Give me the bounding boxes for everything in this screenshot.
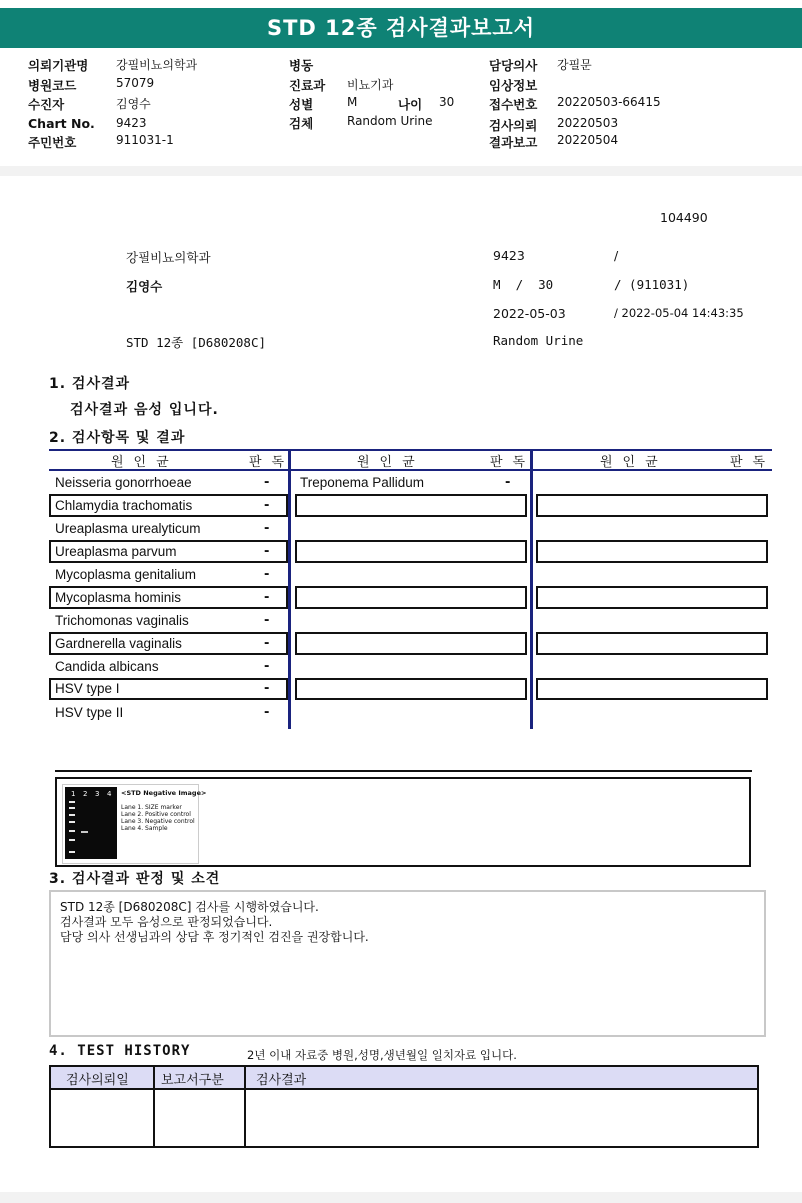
test-name: STD 12종 [D680208C] xyxy=(126,335,267,350)
organism-result: - xyxy=(264,705,270,720)
lane-number: 4 xyxy=(107,790,112,798)
info-value: 강필문 xyxy=(557,58,592,72)
info-label: 임상정보 xyxy=(489,78,538,93)
info-value: 김영수 xyxy=(116,97,151,111)
sex-age: M / 30 xyxy=(493,277,554,292)
section2-title: 2. 검사항목 및 결과 xyxy=(49,430,186,446)
organism-result: - xyxy=(264,613,270,628)
organism-name: Neisseria gonorrhoeae xyxy=(55,475,192,490)
opinion-line: 담당 의사 선생님과의 상담 후 정기적인 검진을 권장합니다. xyxy=(60,930,369,944)
divider-band xyxy=(0,166,802,176)
history-col-header: 검사결과 xyxy=(256,1073,307,1088)
info-label: Chart No. xyxy=(28,116,95,131)
info-label: 검체 xyxy=(289,116,314,131)
footer-band xyxy=(0,1192,802,1203)
col-header-judgement: 판독 xyxy=(490,455,536,470)
col-header-organism: 원인균 xyxy=(600,455,668,470)
organism-name: Ureaplasma urealyticum xyxy=(55,521,201,536)
info-value: 30 xyxy=(439,95,455,109)
report-title: STD 12종 검사결과보고서 xyxy=(0,8,802,48)
info-value: 20220503 xyxy=(557,116,619,130)
info-label: 의뢰기관명 xyxy=(28,58,89,73)
gel-title: <STD Negative Image> xyxy=(121,789,207,797)
col-header-organism: 원인균 xyxy=(357,455,425,470)
organism-name: Ureaplasma parvum xyxy=(55,544,177,559)
info-value: Random Urine xyxy=(347,114,433,128)
organism-name: Mycoplasma hominis xyxy=(55,590,182,605)
organism-result: - xyxy=(264,659,270,674)
col-header-judgement: 판독 xyxy=(730,455,776,470)
gel-legend-item: Lane 3. Negative control xyxy=(121,818,195,825)
info-value: 911031-1 xyxy=(116,133,174,147)
report-datetime: / 2022-05-04 14:43:35 xyxy=(614,306,744,320)
info-label: 성별 xyxy=(289,97,314,112)
gel-legend-item: Lane 1. SIZE marker xyxy=(121,804,182,811)
gel-electrophoresis xyxy=(65,787,117,859)
organism-name: Trichomonas vaginalis xyxy=(55,613,189,628)
organism-name: HSV type I xyxy=(55,681,120,696)
info-label: 병원코드 xyxy=(28,78,77,93)
lane-number: 3 xyxy=(95,790,100,798)
gel-image-frame xyxy=(55,777,751,867)
birth-date: / (911031) xyxy=(614,277,690,292)
info-label: 검사의뢰 xyxy=(489,118,538,133)
info-label: 진료과 xyxy=(289,78,326,93)
section3-title: 3. 검사결과 판정 및 소견 xyxy=(49,871,221,887)
lane-number: 2 xyxy=(83,790,88,798)
patient-name: 김영수 xyxy=(126,279,163,294)
gel-legend-item: Lane 2. Positive control xyxy=(121,811,191,818)
organism-result: - xyxy=(264,590,270,605)
history-note: 2년 이내 자료중 병원,성명,생년월일 일치자료 입니다. xyxy=(247,1048,517,1062)
organism-name: Candida albicans xyxy=(55,659,159,674)
gel-top-rule xyxy=(55,770,752,772)
organism-name: HSV type II xyxy=(55,705,124,720)
opinion-line: STD 12종 [D680208C] 검사를 시행하였습니다. xyxy=(60,900,319,914)
gel-image xyxy=(62,784,207,864)
info-label: 담당의사 xyxy=(489,58,538,73)
history-table xyxy=(49,1065,759,1148)
organism-result: - xyxy=(264,636,270,651)
section1-text: 검사결과 음성 입니다. xyxy=(70,402,219,418)
specimen-type: Random Urine xyxy=(493,333,584,348)
patient-info-panel xyxy=(0,48,802,167)
history-header-row xyxy=(51,1067,757,1090)
history-col-header: 검사의뢰일 xyxy=(66,1073,129,1088)
info-value: 20220503-66415 xyxy=(557,95,661,109)
section1-title: 1. 검사결과 xyxy=(49,376,131,392)
info-value: 57079 xyxy=(116,76,155,90)
organism-result: - xyxy=(264,544,270,559)
chart-number: 9423 xyxy=(493,248,525,263)
history-col-header: 보고서구분 xyxy=(161,1073,224,1088)
info-value: 강필비뇨의학과 xyxy=(116,58,198,72)
hospital-name: 강필비뇨의학과 xyxy=(126,250,211,265)
info-value: M xyxy=(347,95,358,109)
organism-result: - xyxy=(264,567,270,582)
organism-result: - xyxy=(505,475,511,490)
info-label: 주민번호 xyxy=(28,135,77,150)
info-label: 병동 xyxy=(289,58,314,73)
gel-legend-item: Lane 4. Sample xyxy=(121,825,168,832)
organism-name: Treponema Pallidum xyxy=(300,475,425,490)
info-label: 수진자 xyxy=(28,97,65,112)
separator: / xyxy=(614,248,619,263)
opinion-line: 검사결과 모두 음성으로 판정되었습니다. xyxy=(60,915,273,929)
info-value: 9423 xyxy=(116,116,147,130)
info-value: 비뇨기과 xyxy=(347,78,394,92)
lane-number: 1 xyxy=(71,790,76,798)
organism-result: - xyxy=(264,498,270,513)
info-value: 20220504 xyxy=(557,133,619,147)
info-label: 결과보고 xyxy=(489,135,538,150)
organism-name: Mycoplasma genitalium xyxy=(55,567,197,582)
report-code: 104490 xyxy=(660,210,708,225)
col-header-organism: 원인균 xyxy=(111,455,179,470)
organism-name: Chlamydia trachomatis xyxy=(55,498,193,513)
organism-result: - xyxy=(264,521,270,536)
info-label: 나이 xyxy=(398,97,423,112)
opinion-box xyxy=(49,890,766,1037)
col-header-judgement: 판독 xyxy=(249,455,295,470)
organism-name: Gardnerella vaginalis xyxy=(55,636,182,651)
organism-result: - xyxy=(264,681,270,696)
request-date: 2022-05-03 xyxy=(493,306,566,321)
organism-result: - xyxy=(264,475,270,490)
info-label: 접수번호 xyxy=(489,97,538,112)
section4-title: 4. TEST HISTORY xyxy=(49,1043,191,1059)
